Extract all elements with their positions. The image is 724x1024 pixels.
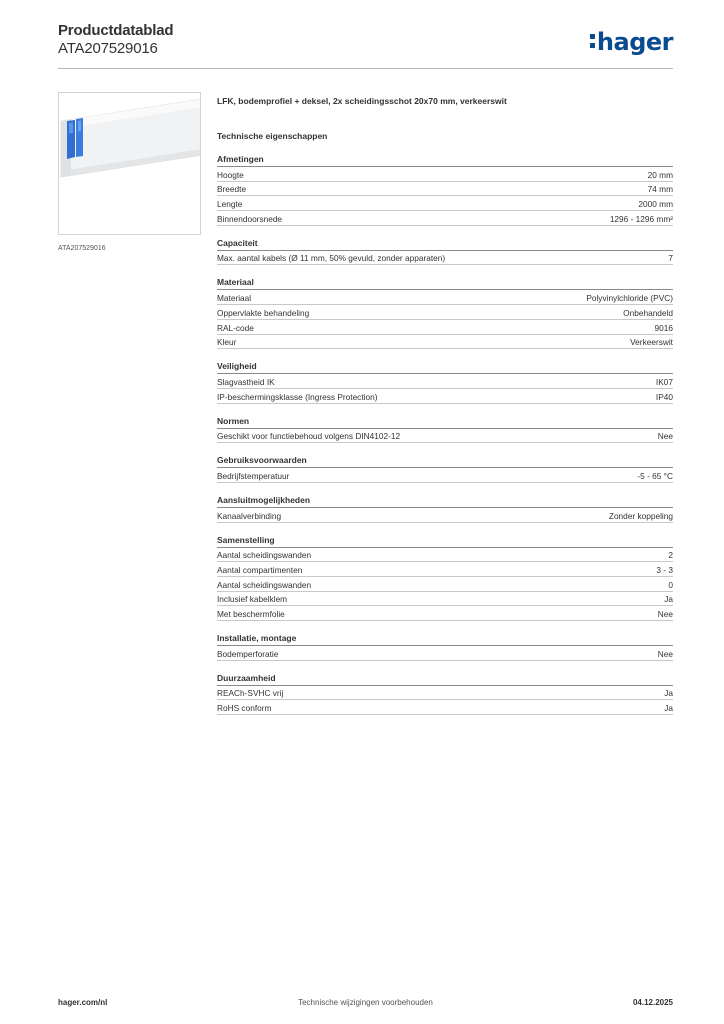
- spec-label: Hoogte: [217, 169, 244, 180]
- spec-row: [217, 429, 673, 444]
- logo-text: hager: [596, 28, 673, 56]
- spec-label: Aantal scheidingswanden: [217, 579, 312, 590]
- spec-value: -5 - 65 °C: [637, 470, 673, 481]
- spec-value: Nee: [657, 609, 673, 620]
- spec-value: Ja: [664, 688, 673, 699]
- spec-section: [217, 535, 673, 621]
- spec-label: Bedrijfstemperatuur: [217, 470, 290, 481]
- hager-logo: [590, 28, 673, 56]
- document-title: Productdatablad: [58, 22, 174, 39]
- footer-disclaimer: Technische wijzigingen voorbehouden: [298, 998, 433, 1007]
- spec-section: [217, 495, 673, 523]
- spec-label: Kanaalverbinding: [217, 510, 282, 521]
- spec-label: Kleur: [217, 337, 237, 348]
- page-header: [58, 22, 673, 68]
- spec-row: [217, 320, 673, 335]
- spec-section: [217, 633, 673, 661]
- spec-value: Verkeerswit: [630, 337, 673, 348]
- spec-value: Polyvinylchloride (PVC): [586, 293, 673, 304]
- spec-row: [217, 577, 673, 592]
- spec-value: Ja: [664, 594, 673, 605]
- spec-row: [217, 182, 673, 197]
- section-title: Normen: [217, 416, 673, 429]
- spec-label: Aantal scheidingswanden: [217, 550, 312, 561]
- spec-label: Geschikt voor functiebehoud volgens DIN4102-12: [217, 431, 401, 442]
- spec-row: [217, 646, 673, 661]
- spec-row: [217, 305, 673, 320]
- image-caption: ATA207529016: [58, 245, 106, 252]
- spec-label: Binnendoorsnede: [217, 213, 283, 224]
- header-divider: [58, 68, 673, 69]
- product-image: [58, 92, 201, 235]
- spec-label: Materiaal: [217, 293, 252, 304]
- spec-section: [217, 154, 673, 226]
- footer-date: 04.12.2025: [632, 998, 673, 1007]
- spec-row: [217, 562, 673, 577]
- spec-label: IP-beschermingsklasse (Ingress Protection): [217, 391, 378, 402]
- section-title: Afmetingen: [217, 154, 673, 167]
- spec-value: Zonder koppeling: [608, 510, 673, 521]
- section-title: Veiligheid: [217, 361, 673, 374]
- spec-section: [217, 361, 673, 403]
- spec-row: [217, 508, 673, 523]
- spec-row: [217, 686, 673, 701]
- spec-label: Slagvastheid IK: [217, 376, 275, 387]
- section-title: Samenstelling: [217, 535, 673, 548]
- spec-value: IK07: [655, 376, 673, 387]
- spec-row: [217, 251, 673, 266]
- spec-row: [217, 592, 673, 607]
- spec-row: [217, 196, 673, 211]
- spec-value: 3 - 3: [656, 565, 673, 575]
- spec-value: 0: [668, 579, 673, 590]
- section-title: Duurzaamheid: [217, 673, 673, 686]
- spec-label: RAL-code: [217, 322, 254, 333]
- section-title: Gebruiksvoorwaarden: [217, 455, 673, 468]
- datasheet-content: [217, 96, 673, 715]
- spec-value: 74 mm: [647, 184, 673, 195]
- footer-website: hager.com/nl: [58, 998, 108, 1007]
- spec-row: [217, 335, 673, 350]
- spec-label: Oppervlakte behandeling: [217, 307, 310, 318]
- spec-section: [217, 277, 673, 349]
- spec-value: Nee: [657, 648, 673, 659]
- spec-label: Aantal compartimenten: [217, 565, 303, 575]
- spec-row: [217, 211, 673, 226]
- spec-value: 9016: [654, 322, 673, 333]
- spec-label: Bodemperforatie: [217, 648, 279, 659]
- spec-section: [217, 238, 673, 266]
- spec-value: Onbehandeld: [623, 307, 673, 318]
- product-title: LFK, bodemprofiel + deksel, 2x scheidingsschot 20x70 mm, verkeerswit: [217, 96, 507, 106]
- spec-row: [217, 700, 673, 715]
- spec-sections: [217, 154, 673, 715]
- logo-dots-icon: [590, 30, 596, 50]
- spec-value: 7: [668, 253, 673, 264]
- spec-section: [217, 416, 673, 444]
- spec-section: [217, 673, 673, 715]
- spec-label: Inclusief kabelklem: [217, 594, 288, 605]
- spec-label: Max. aantal kabels (Ø 11 mm, 50% gevuld, zonder apparaten): [217, 253, 446, 264]
- spec-value: 2000 mm: [638, 199, 673, 210]
- spec-value: Nee: [657, 431, 673, 442]
- spec-row: [217, 389, 673, 404]
- spec-row: [217, 468, 673, 483]
- spec-row: [217, 290, 673, 305]
- cable-trunking-icon: [59, 93, 201, 235]
- technical-properties-heading: Technische eigenschappen: [217, 131, 328, 141]
- section-title: Aansluitmogelijkheden: [217, 495, 673, 508]
- spec-row: [217, 374, 673, 389]
- spec-row: [217, 606, 673, 621]
- spec-label: Met beschermfolie: [217, 609, 285, 620]
- spec-label: REACh-SVHC vrij: [217, 688, 284, 699]
- spec-label: Breedte: [217, 184, 247, 195]
- product-code: ATA207529016: [58, 40, 158, 57]
- spec-row: [217, 548, 673, 563]
- section-title: Capaciteit: [217, 238, 673, 251]
- spec-value: IP40: [655, 391, 673, 402]
- spec-section: [217, 455, 673, 483]
- spec-value: Ja: [664, 703, 673, 714]
- spec-label: RoHS conform: [217, 703, 272, 714]
- spec-value: 2: [668, 550, 673, 561]
- spec-row: [217, 167, 673, 182]
- spec-label: Lengte: [217, 199, 243, 210]
- spec-value: 1296 - 1296 mm²: [609, 213, 673, 224]
- section-title: Materiaal: [217, 277, 673, 290]
- spec-value: 20 mm: [647, 169, 673, 180]
- section-title: Installatie, montage: [217, 633, 673, 646]
